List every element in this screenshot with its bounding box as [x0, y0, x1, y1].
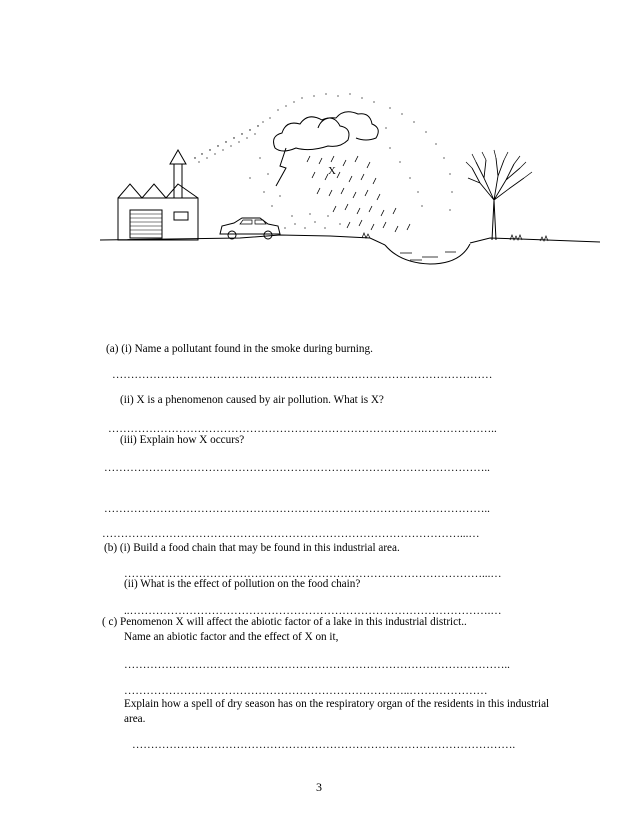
answer-line-c-2[interactable]: …………………………………………………………………..…………………	[124, 685, 488, 697]
lake	[385, 244, 470, 264]
question-c-line3: Explain how a spell of dry season has on the respiratory organ of the residents in this industrial	[124, 698, 550, 710]
answer-line-a-ii[interactable]: ………………………………………………………………………….………………..	[108, 423, 497, 435]
answer-line-c-3[interactable]: ………………………………………………………………………………………….	[132, 739, 516, 751]
page-number: 3	[316, 780, 322, 794]
clouds	[274, 112, 379, 151]
question-c-line2: Name an abiotic factor and the effect of X on it,	[124, 631, 339, 643]
question-b-i: (b) (i) Build a food chain that may be found in this industrial area.	[104, 542, 400, 554]
answer-line-c-1[interactable]: …………………………………………………………………………………………..	[124, 659, 510, 671]
question-a-ii: (ii) X is a phenomenon caused by air pollution. What is X?	[120, 394, 384, 406]
answer-line-b-i[interactable]: ……………………………………………………………………………………...…	[124, 568, 502, 580]
answer-line-b-ii[interactable]: ..…………………………………………………………………………………….…	[124, 605, 502, 617]
factory	[118, 150, 198, 240]
answer-line-a-iii-1[interactable]: …………………………………………………………………………………………..	[104, 462, 490, 474]
question-a-iii: (iii) Explain how X occurs?	[120, 434, 245, 446]
label-x: X	[328, 165, 336, 177]
tree	[466, 150, 532, 240]
answer-line-a-iii-3[interactable]: ……………………………………………………………………………………...…	[102, 528, 480, 540]
question-c-line4: area.	[124, 713, 146, 725]
answer-line-a-i[interactable]: …………………………………………………………………………………………	[112, 369, 493, 381]
question-a-i: (a) (i) Name a pollutant found in the smoke during burning.	[106, 343, 373, 355]
question-b-ii: (ii) What is the effect of pollution on the food chain?	[124, 578, 361, 590]
smoke	[194, 93, 452, 228]
question-c-line1: ( c) Penomenon X will affect the abiotic factor of a lake in this industrial district..	[102, 616, 467, 628]
lightning	[276, 148, 286, 186]
answer-line-a-iii-2[interactable]: …………………………………………………………………………………………..	[104, 503, 490, 515]
grass	[362, 233, 548, 241]
rain	[307, 156, 410, 232]
pollution-illustration	[100, 88, 600, 278]
